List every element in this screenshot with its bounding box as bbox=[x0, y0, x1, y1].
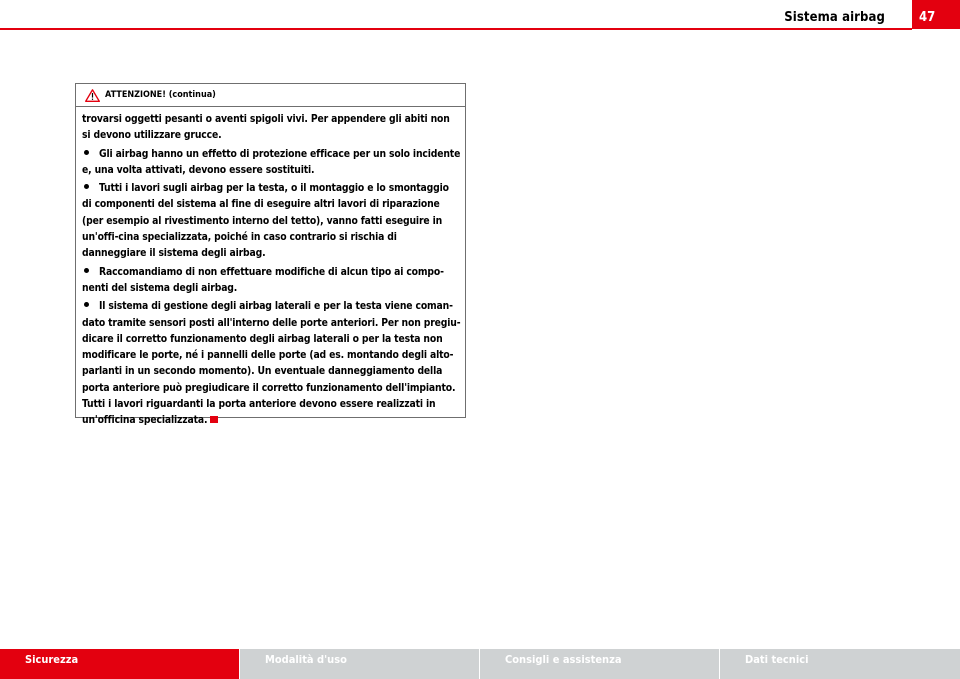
tab-dati-tecnici[interactable]: Dati tecnici bbox=[720, 649, 960, 679]
bullet-icon bbox=[84, 302, 89, 307]
bullet-icon bbox=[84, 268, 89, 273]
footer-nav bbox=[0, 649, 960, 679]
page-title: Sistema airbag bbox=[784, 10, 885, 25]
header-rule bbox=[0, 28, 912, 30]
warning-paragraph: Raccomandiamo di non effettuare modifiche di alcun tipo ai compo-nenti del sistema degli airbag. bbox=[82, 265, 444, 294]
tab-sicurezza[interactable]: Sicurezza bbox=[0, 649, 239, 679]
section-end-icon bbox=[210, 416, 218, 423]
warning-paragraph: Gli airbag hanno un effetto di protezione efficace per un solo incidente e, una volta attivati, devono essere sostituiti. bbox=[82, 147, 461, 176]
warning-triangle-icon bbox=[85, 89, 100, 102]
warning-paragraph: trovarsi oggetti pesanti o aventi spigoli vivi. Per appendere gli abiti non si devono utilizzare grucce. bbox=[82, 113, 450, 142]
bullet-icon bbox=[84, 184, 89, 189]
warning-title: ATTENZIONE! (continua) bbox=[105, 90, 216, 100]
warning-paragraph: Tutti i lavori sugli airbag per la testa, o il montaggio e lo smontaggio di componenti del sistema al fine di eseguire altri lavori di riparazione (per esempio al rivestimento interno del tetto), vanno fatti eseguire in un'offi-cina specializzata, poiché in caso contrario si rischia di danneggiare il sistema degli airbag. bbox=[82, 182, 449, 260]
tab-modalita-uso[interactable]: Modalità d'uso bbox=[240, 649, 479, 679]
warning-header bbox=[76, 84, 465, 107]
page-number: 47 bbox=[912, 0, 960, 29]
warning-paragraph: Il sistema di gestione degli airbag laterali e per la testa viene coman-dato tramite sensori posti all'interno delle porte anteriori. Per non pregiu-dicare il corretto funzionamento degli airbag laterali o per la testa non modificare le porte, né i pannelli delle porte (ad es. montando degli alto-parlanti in un secondo momento). Un eventuale danneggiamento della porta anteriore può pregiudicare il corretto funzionamento dell'impianto. Tutti i lavori riguardanti la porta anteriore devono essere realizzati in un'officina specializzata. bbox=[82, 300, 461, 427]
bullet-icon bbox=[84, 150, 89, 155]
warning-box bbox=[75, 83, 466, 427]
tab-consigli-assistenza[interactable]: Consigli e assistenza bbox=[480, 649, 719, 679]
warning-body bbox=[76, 107, 465, 429]
